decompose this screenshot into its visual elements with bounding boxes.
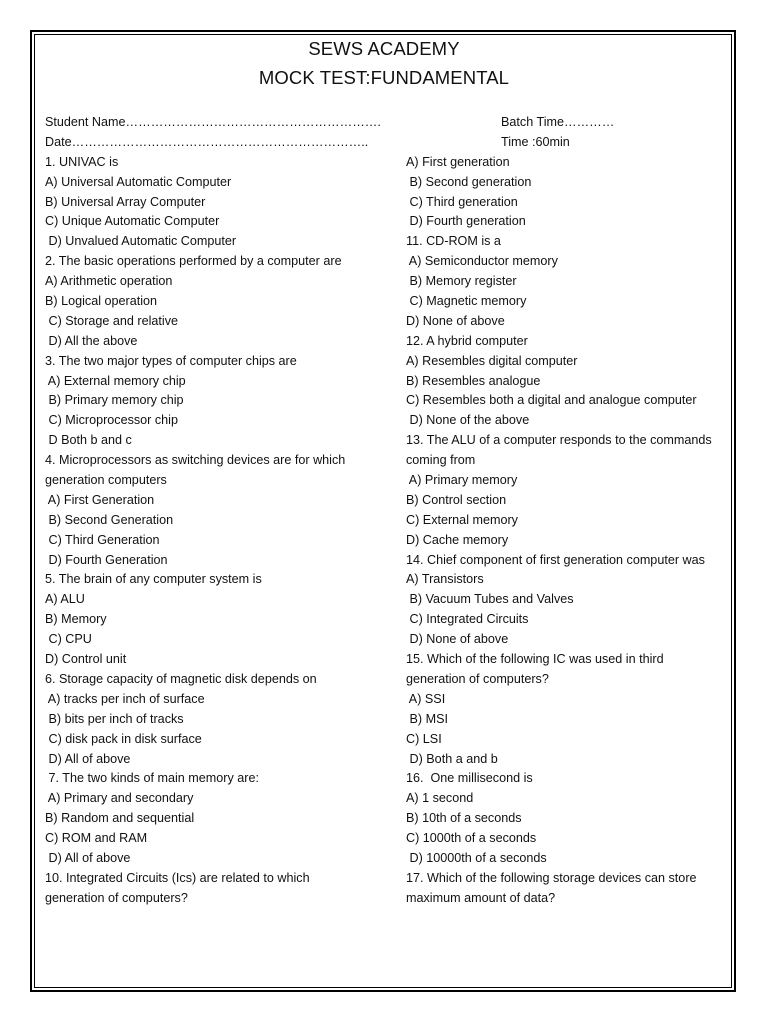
right-column-line: coming from bbox=[406, 453, 476, 468]
student-name-label: Student Name……………………………………………………. bbox=[45, 115, 381, 129]
left-column-line: C) disk pack in disk surface bbox=[45, 731, 202, 746]
left-column-line: B) Random and sequential bbox=[45, 811, 195, 826]
left-column-line: 3. The two major types of computer chips are bbox=[45, 353, 297, 368]
right-column-line: C) 1000th of a seconds bbox=[406, 831, 537, 846]
left-column-line: A) tracks per inch of surface bbox=[45, 691, 205, 706]
left-column-line: 7. The two kinds of main memory are: bbox=[45, 771, 259, 786]
right-column-line: D) Both a and b bbox=[406, 751, 498, 766]
batch-time-label: Batch Time………… bbox=[501, 115, 615, 129]
right-column-line: 14. Chief component of first generation computer was bbox=[406, 552, 705, 567]
time-label: Time :60min bbox=[501, 134, 570, 149]
left-column-line: generation computers bbox=[45, 473, 167, 488]
page-title: SEWS ACADEMY bbox=[308, 38, 460, 59]
right-column-line: C) Magnetic memory bbox=[406, 294, 527, 309]
right-column-line: C) External memory bbox=[406, 512, 518, 527]
left-column-line: C) Storage and relative bbox=[45, 313, 179, 328]
right-column-line: B) Memory register bbox=[406, 274, 517, 289]
right-column-line: D) Cache memory bbox=[406, 532, 509, 547]
left-column-line: A) External memory chip bbox=[45, 373, 186, 388]
left-column-line: 2. The basic operations performed by a computer are bbox=[45, 254, 342, 269]
left-column-line: D Both b and c bbox=[45, 433, 132, 448]
left-column-line: 10. Integrated Circuits (Ics) are related to which bbox=[45, 870, 310, 885]
right-column bbox=[406, 113, 726, 909]
left-column-line: A) First Generation bbox=[45, 492, 155, 507]
right-column-line: B) Vacuum Tubes and Valves bbox=[406, 592, 574, 607]
left-column-line: B) Second Generation bbox=[45, 512, 174, 527]
right-column-line: A) 1 second bbox=[406, 791, 474, 806]
right-column-line: 15. Which of the following IC was used in third bbox=[406, 652, 664, 667]
right-column-line: D) Fourth generation bbox=[406, 214, 526, 229]
right-column-line: A) Semiconductor memory bbox=[406, 254, 558, 269]
right-column-line: 13. The ALU of a computer responds to the commands bbox=[406, 433, 712, 448]
right-column-line: D) None of above bbox=[406, 313, 505, 328]
right-column-line: 17. Which of the following storage devices can store bbox=[406, 870, 697, 885]
left-column-line: B) Universal Array Computer bbox=[45, 194, 206, 209]
left-column-line: generation of computers? bbox=[45, 890, 188, 905]
left-column-line: 6. Storage capacity of magnetic disk depends on bbox=[45, 671, 317, 686]
right-column-line: C) LSI bbox=[406, 731, 442, 746]
left-column-line: D) All of above bbox=[45, 850, 131, 865]
right-column-line: A) Resembles digital computer bbox=[406, 353, 578, 368]
left-column-line: A) Arithmetic operation bbox=[45, 274, 173, 289]
right-column-line: C) Integrated Circuits bbox=[406, 612, 529, 627]
left-column-line: D) All the above bbox=[45, 333, 138, 348]
right-column-line: B) Second generation bbox=[406, 174, 532, 189]
right-column-line: D) 10000th of a seconds bbox=[406, 850, 547, 865]
right-column-line: C) Resembles both a digital and analogue computer bbox=[406, 393, 697, 408]
right-column-line: B) Control section bbox=[406, 492, 507, 507]
right-column-line: C) Third generation bbox=[406, 194, 518, 209]
left-column-line: C) Microprocessor chip bbox=[45, 413, 178, 428]
left-column-line: C) Third Generation bbox=[45, 532, 160, 547]
left-column-line: B) Primary memory chip bbox=[45, 393, 184, 408]
left-column-line: C) ROM and RAM bbox=[45, 831, 148, 846]
right-column-line: 11. CD-ROM is a bbox=[406, 234, 501, 249]
left-column-line: 5. The brain of any computer system is bbox=[45, 572, 262, 587]
left-column bbox=[45, 113, 397, 909]
right-column-line: D) None of above bbox=[406, 632, 509, 647]
right-column-line: generation of computers? bbox=[406, 671, 549, 686]
right-column-line: maximum amount of data? bbox=[406, 890, 556, 905]
left-column-line: D) Unvalued Automatic Computer bbox=[45, 234, 237, 249]
right-column-line: B) Resembles analogue bbox=[406, 373, 541, 388]
left-column-line: B) Memory bbox=[45, 612, 107, 627]
left-column-line: 1. UNIVAC is bbox=[45, 154, 119, 169]
right-column-line: A) Transistors bbox=[406, 572, 484, 587]
left-column-line: C) CPU bbox=[45, 632, 92, 647]
left-column-line: 4. Microprocessors as switching devices are for which bbox=[45, 453, 346, 468]
right-column-line: A) Primary memory bbox=[406, 473, 518, 488]
left-column-line: B) Logical operation bbox=[45, 294, 158, 309]
page-subtitle: MOCK TEST:FUNDAMENTAL bbox=[258, 67, 510, 88]
right-column-line: 12. A hybrid computer bbox=[406, 333, 528, 348]
left-column-line: A) ALU bbox=[45, 592, 85, 607]
left-column-line: A) Universal Automatic Computer bbox=[45, 174, 232, 189]
date-label: Date…………………………………………………………….. bbox=[45, 134, 369, 149]
right-column-line: B) MSI bbox=[406, 711, 448, 726]
left-column-line: B) bits per inch of tracks bbox=[45, 711, 184, 726]
right-column-line: D) None of the above bbox=[406, 413, 530, 428]
right-column-line: B) 10th of a seconds bbox=[406, 811, 522, 826]
left-column-line: D) Control unit bbox=[45, 652, 127, 667]
left-column-line: A) Primary and secondary bbox=[45, 791, 194, 806]
left-column-line: D) Fourth Generation bbox=[45, 552, 168, 567]
left-column-line: D) All of above bbox=[45, 751, 131, 766]
right-column-line: 16. One millisecond is bbox=[406, 771, 533, 786]
right-column-line: A) First generation bbox=[406, 154, 510, 169]
left-column-line: C) Unique Automatic Computer bbox=[45, 214, 220, 229]
right-column-line: A) SSI bbox=[406, 691, 446, 706]
